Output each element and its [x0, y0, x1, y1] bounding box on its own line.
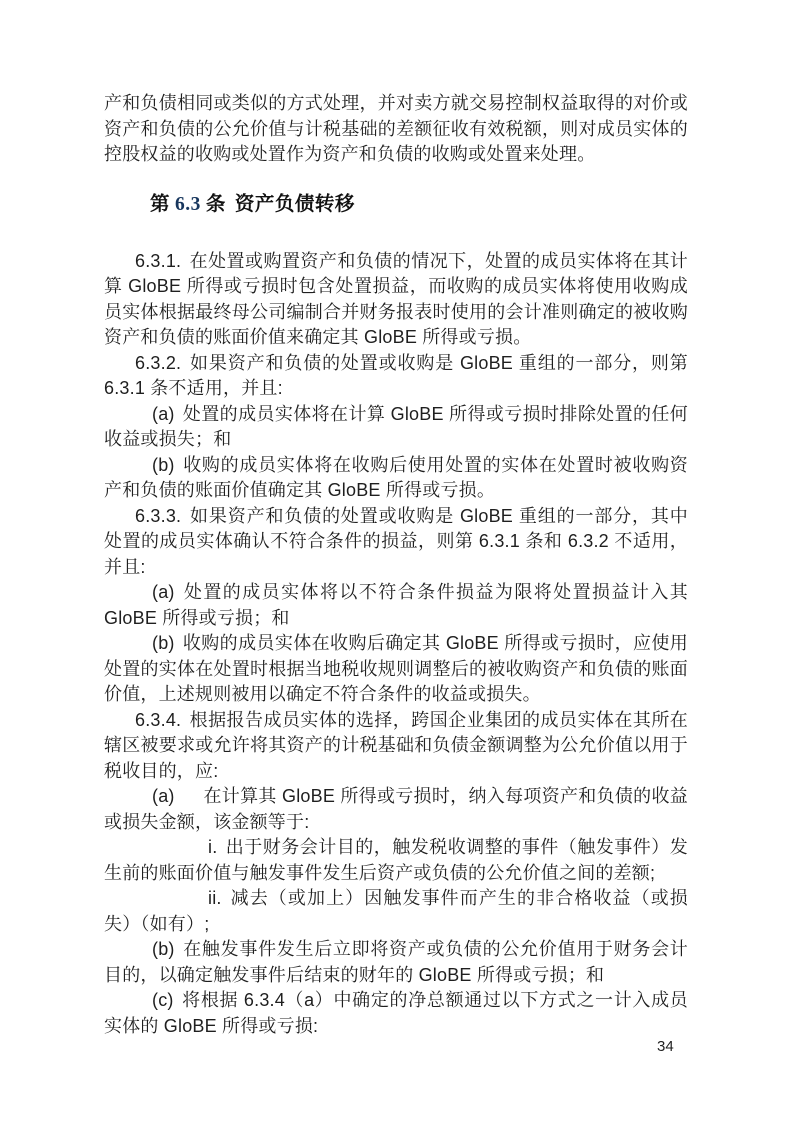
paragraph-label: (a) — [152, 786, 175, 806]
paragraph-label: 6.3.3. — [135, 505, 182, 526]
paragraph-text: 将根据 6.3.4（a）中确定的净总额通过以下方式之一计入成员实体的 GloBE 所得或亏损: — [104, 990, 688, 1036]
heading-prefix: 第 — [150, 192, 171, 215]
paragraph-text: 减去（或加上）因触发事件而产生的非合格收益（或损失）（如有）; — [104, 888, 688, 934]
heading-suffix: 条 — [205, 192, 226, 215]
paragraph-label: (a) — [152, 582, 175, 602]
heading-title: 资产负债转移 — [234, 192, 355, 215]
paragraph-text: 在触发事件发生后立即将资产或负债的公允价值用于财务会计目的，以确定触发事件后结束的财年的 GloBE 所得或亏损；和 — [104, 939, 688, 985]
paragraph-6-3-2-b — [104, 453, 688, 504]
paragraph-text: 处置的成员实体将以不符合条件损益为限将处置损益计入其 GloBE 所得或亏损；和 — [104, 582, 688, 628]
paragraph-label: (a) — [152, 403, 175, 424]
paragraph-text: 在计算其 GloBE 所得或亏损时，纳入每项资产和负债的收益或损失金额，该金额等于: — [104, 786, 688, 832]
paragraph-6-3-4-c — [104, 988, 688, 1039]
paragraph-6-3-2-a — [104, 402, 688, 453]
paragraph-text: 收购的成员实体将在收购后使用处置的实体在处置时被收购资产和负债的账面价值确定其 GloBE 所得或亏损。 — [104, 454, 688, 500]
paragraph-text: 出于财务会计目的，触发税收调整的事件（触发事件）发生前的账面价值与触发事件发生后资产或负债的公允价值之间的差额; — [104, 837, 688, 883]
paragraph-6-3-3-b — [104, 631, 688, 708]
paragraph-label: 6.3.2. — [135, 352, 182, 373]
paragraph-label: 6.3.1. — [135, 250, 182, 271]
paragraph-6-3-3-a — [104, 580, 688, 631]
paragraph-6-3-1 — [104, 249, 688, 351]
paragraph-label: i. — [208, 837, 218, 857]
paragraph-text: 处置的成员实体将在计算 GloBE 所得或亏损时排除处置的任何收益或损失；和 — [104, 403, 688, 449]
paragraph-label: (b) — [152, 939, 175, 959]
page-number: 34 — [657, 1038, 674, 1055]
paragraph-6-3-4-a-ii — [104, 886, 688, 937]
paragraph-text: 在处置或购置资产和负债的情况下，处置的成员实体将在其计算 GloBE 所得或亏损时包含处置损益，而收购的成员实体将使用收购成员实体根据最终母公司编制合并财务报表时使用的会计准则确定的被收购资产和负债的账面价值来确定其 GloBE 所得或亏损。 — [104, 250, 688, 347]
page-content — [104, 91, 688, 1039]
paragraph-text: 收购的成员实体在收购后确定其 GloBE 所得或亏损时，应使用处置的实体在处置时根据当地税收规则调整后的被收购资产和负债的账面价值，上述规则被用以确定不符合条件的收益或损失。 — [104, 633, 688, 704]
paragraph-text: 根据报告成员实体的选择，跨国企业集团的成员实体在其所在辖区被要求或允许将其资产的计税基础和负债金额调整为公允价值以用于税收目的，应: — [104, 709, 688, 781]
paragraph-6-3-4-a-i — [104, 835, 688, 886]
paragraph-6-3-4 — [104, 708, 688, 785]
paragraph-label: ii. — [208, 888, 222, 908]
paragraph-text: 如果资产和负债的处置或收购是 GloBE 重组的一部分，其中处置的成员实体确认不符合条件的损益，则第 6.3.1 条和 6.3.2 不适用，并且: — [104, 505, 688, 577]
paragraph-text: 产和负债相同或类似的方式处理，并对卖方就交易控制权益取得的对价或资产和负债的公允价值与计税基础的差额征收有效税额，则对成员实体的控股权益的收购或处置作为资产和负债的收购或处置来处理。 — [104, 93, 688, 164]
paragraph-6-3-2 — [104, 351, 688, 402]
section-heading-6-3 — [104, 191, 688, 218]
paragraph-6-3-4-a — [104, 784, 688, 835]
heading-number: 6.3 — [175, 193, 201, 215]
paragraph-6-3-3 — [104, 504, 688, 581]
paragraph-label: 6.3.4. — [135, 709, 182, 730]
paragraph-continuation — [104, 91, 688, 168]
paragraph-label: (b) — [152, 633, 175, 653]
paragraph-label: (c) — [152, 990, 174, 1010]
paragraph-label: (b) — [152, 454, 175, 475]
paragraph-6-3-4-b — [104, 937, 688, 988]
paragraph-text: 如果资产和负债的处置或收购是 GloBE 重组的一部分，则第 6.3.1 条不适用，并且: — [104, 352, 688, 398]
